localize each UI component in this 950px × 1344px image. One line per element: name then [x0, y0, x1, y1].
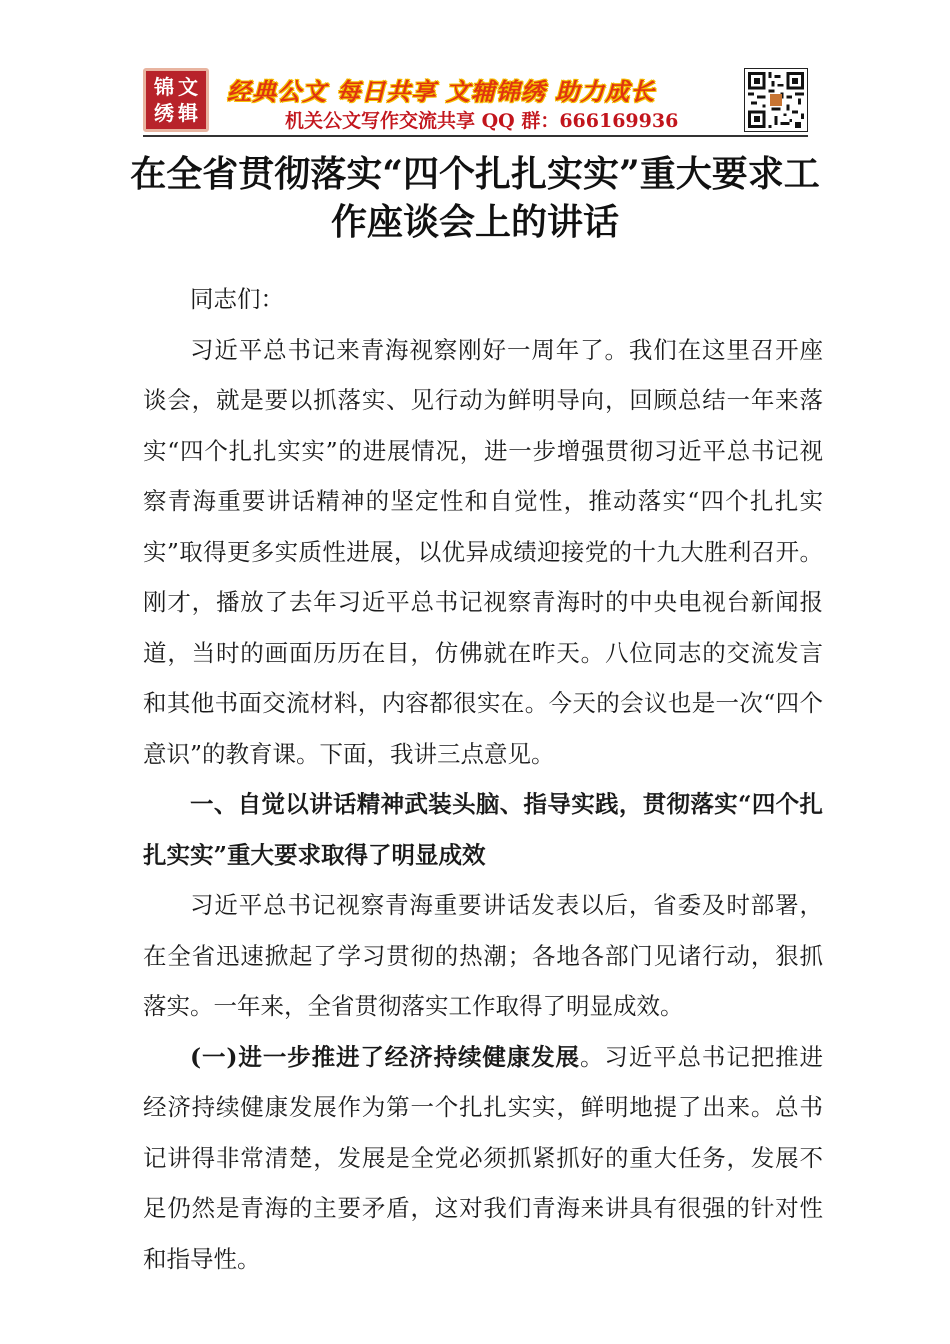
qq-group-info: 机关公文写作交流共享 QQ 群：666169936: [285, 110, 679, 132]
header-divider: [143, 135, 808, 137]
paragraph: 习近平总书记视察青海重要讲话发表以后，省委及时部署，在全省迅速掀起了学习贯彻的热潮；各地各部门见诸行动，狠抓落实。一年来，全省贯彻落实工作取得了明显成效。: [143, 891, 823, 1020]
logo-char: 锦: [154, 75, 174, 99]
document-title: 在全省贯彻落实“四个扎扎实实”重大要求工作座谈会上的讲话: [130, 153, 820, 243]
greeting: 同志们：: [190, 285, 284, 313]
subsection-lead: (一)进一步推进了经济持续健康发展: [190, 1042, 580, 1071]
logo-char: 文: [178, 75, 198, 99]
section-heading: 一、自觉以讲话精神武装头脑、指导实践，贯彻落实“四个扎扎实实”重大要求取得了明显成效: [143, 790, 823, 869]
brand-logo: [143, 68, 209, 132]
paragraph: 习近平总书记来青海视察刚好一周年了。我们在这里召开座谈会，就是要以抓落实、见行动为鲜明导向，回顾总结一年来落实“四个扎扎实实”的进展情况，进一步增强贯彻习近平总书记视察青海重要讲话精神的坚定性和自觉性，推动落实“四个扎扎实实”取得更多实质性进展，以优异成绩迎接党的十九大胜利召开。刚才，播放了去年习近平总书记视察青海时的中央电视台新闻报道，当时的画面历历在目，仿佛就在昨天。八位同志的交流发言和其他书面交流材料，内容都很实在。今天的会议也是一次“四个意识”的教育课。下面，我讲三点意见。: [143, 335, 823, 768]
document-body: [143, 274, 823, 1284]
logo-char: 辑: [178, 101, 198, 125]
qr-code-icon: [744, 68, 808, 132]
page-header: [143, 66, 808, 136]
paragraph: [143, 1032, 823, 1285]
header-slogan: 经典公文 每日共享 文辅锦绣 助力成长: [227, 78, 656, 106]
logo-char: 绣: [154, 101, 174, 125]
subsection-text: 。习近平总书记把推进经济持续健康发展作为第一个扎扎实实，鲜明地提了出来。总书记讲得非常清楚，发展是全党必须抓紧抓好的重大任务，发展不足仍然是青海的主要矛盾，这对我们青海来讲具有很强的针对性和指导性。: [143, 1042, 824, 1273]
